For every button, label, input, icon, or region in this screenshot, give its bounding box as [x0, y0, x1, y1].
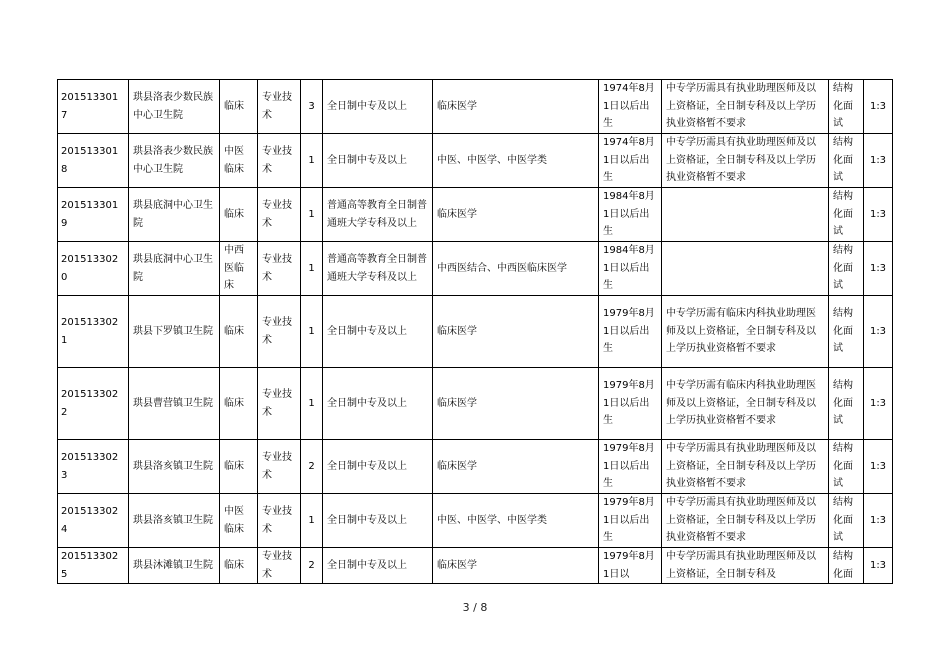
- post-name-cell: 临床: [220, 296, 258, 368]
- exam-method-cell: 结构化面试: [829, 494, 864, 548]
- exam-method-cell: 结构化面试: [829, 188, 864, 242]
- post-category-cell: 专业技术: [258, 368, 301, 440]
- other-requirement-cell: 中专学历需有临床内科执业助理医师及以上资格证，全日制专科及以上学历执业资格暂不要求: [662, 368, 829, 440]
- hire-count-cell: 1: [301, 296, 323, 368]
- job-code-cell: 2015133021: [58, 296, 129, 368]
- hire-count-cell: 1: [301, 368, 323, 440]
- job-code-cell: 2015133022: [58, 368, 129, 440]
- unit-name-cell: 珙县沐滩镇卫生院: [129, 548, 220, 584]
- post-category-cell: 专业技术: [258, 494, 301, 548]
- post-name-cell: 临床: [220, 188, 258, 242]
- unit-name-cell: 珙县底洞中心卫生院: [129, 242, 220, 296]
- major-cell: 中医、中医学、中医学类: [433, 494, 599, 548]
- exam-method-cell: 结构化面: [829, 548, 864, 584]
- hire-count-cell: 2: [301, 548, 323, 584]
- exam-method-cell: 结构化面试: [829, 242, 864, 296]
- table-row: [58, 494, 893, 548]
- major-cell: 临床医学: [433, 368, 599, 440]
- major-cell: 中医、中医学、中医学类: [433, 134, 599, 188]
- education-cell: 普通高等教育全日制普通班大学专科及以上: [323, 242, 433, 296]
- table-row: [58, 548, 893, 584]
- post-name-cell: 临床: [220, 548, 258, 584]
- other-requirement-cell: 中专学历需有临床内科执业助理医师及以上资格证，全日制专科及以上学历执业资格暂不要求: [662, 296, 829, 368]
- education-cell: 全日制中专及以上: [323, 368, 433, 440]
- other-requirement-cell: 中专学历需具有执业助理医师及以上资格证，全日制专科及以上学历执业资格暂不要求: [662, 134, 829, 188]
- post-category-cell: 专业技术: [258, 134, 301, 188]
- unit-name-cell: 珙县下罗镇卫生院: [129, 296, 220, 368]
- education-cell: 全日制中专及以上: [323, 548, 433, 584]
- major-cell: 中西医结合、中西医临床医学: [433, 242, 599, 296]
- post-category-cell: 专业技术: [258, 188, 301, 242]
- hire-count-cell: 1: [301, 242, 323, 296]
- ratio-cell: 1:3: [864, 134, 893, 188]
- education-cell: 普通高等教育全日制普通班大学专科及以上: [323, 188, 433, 242]
- other-requirement-cell: [662, 188, 829, 242]
- education-cell: 全日制中专及以上: [323, 296, 433, 368]
- job-code-cell: 2015133019: [58, 188, 129, 242]
- education-cell: 全日制中专及以上: [323, 134, 433, 188]
- ratio-cell: 1:3: [864, 296, 893, 368]
- age-requirement-cell: 1979年8月1日以后出生: [599, 494, 662, 548]
- job-code-cell: 2015133024: [58, 494, 129, 548]
- post-name-cell: 中医临床: [220, 134, 258, 188]
- job-code-cell: 2015133018: [58, 134, 129, 188]
- other-requirement-cell: 中专学历需具有执业助理医师及以上资格证，全日制专科及以上学历执业资格暂不要求: [662, 440, 829, 494]
- unit-name-cell: 珙县底洞中心卫生院: [129, 188, 220, 242]
- table-row: [58, 440, 893, 494]
- age-requirement-cell: 1984年8月1日以后出生: [599, 188, 662, 242]
- post-category-cell: 专业技术: [258, 296, 301, 368]
- hire-count-cell: 1: [301, 494, 323, 548]
- job-code-cell: 2015133025: [58, 548, 129, 584]
- post-name-cell: 中医临床: [220, 494, 258, 548]
- table-row: [58, 80, 893, 134]
- major-cell: 临床医学: [433, 188, 599, 242]
- table-row: [58, 368, 893, 440]
- major-cell: 临床医学: [433, 296, 599, 368]
- exam-method-cell: 结构化面试: [829, 368, 864, 440]
- ratio-cell: 1:3: [864, 494, 893, 548]
- age-requirement-cell: 1979年8月1日以后出生: [599, 368, 662, 440]
- major-cell: 临床医学: [433, 80, 599, 134]
- table-body: [58, 80, 893, 584]
- exam-method-cell: 结构化面试: [829, 134, 864, 188]
- hire-count-cell: 1: [301, 134, 323, 188]
- education-cell: 全日制中专及以上: [323, 80, 433, 134]
- education-cell: 全日制中专及以上: [323, 494, 433, 548]
- table-row: [58, 134, 893, 188]
- table-row: [58, 242, 893, 296]
- exam-method-cell: 结构化面试: [829, 440, 864, 494]
- other-requirement-cell: 中专学历需具有执业助理医师及以上资格证，全日制专科及以上学历执业资格暂不要求: [662, 494, 829, 548]
- hire-count-cell: 1: [301, 188, 323, 242]
- age-requirement-cell: 1979年8月1日以后出生: [599, 296, 662, 368]
- ratio-cell: 1:3: [864, 188, 893, 242]
- post-name-cell: 临床: [220, 80, 258, 134]
- other-requirement-cell: [662, 242, 829, 296]
- ratio-cell: 1:3: [864, 80, 893, 134]
- exam-method-cell: 结构化面试: [829, 296, 864, 368]
- age-requirement-cell: 1979年8月1日以: [599, 548, 662, 584]
- unit-name-cell: 珙县洛表少数民族中心卫生院: [129, 80, 220, 134]
- post-category-cell: 专业技术: [258, 440, 301, 494]
- page-number: 3 / 8: [462, 601, 488, 614]
- unit-name-cell: 珙县洛亥镇卫生院: [129, 440, 220, 494]
- ratio-cell: 1:3: [864, 548, 893, 584]
- age-requirement-cell: 1974年8月1日以后出生: [599, 80, 662, 134]
- job-table: [57, 79, 893, 584]
- hire-count-cell: 3: [301, 80, 323, 134]
- post-name-cell: 临床: [220, 368, 258, 440]
- unit-name-cell: 珙县曹营镇卫生院: [129, 368, 220, 440]
- job-code-cell: 2015133017: [58, 80, 129, 134]
- job-code-cell: 2015133023: [58, 440, 129, 494]
- job-code-cell: 2015133020: [58, 242, 129, 296]
- ratio-cell: 1:3: [864, 440, 893, 494]
- age-requirement-cell: 1984年8月1日以后出生: [599, 242, 662, 296]
- hire-count-cell: 2: [301, 440, 323, 494]
- exam-method-cell: 结构化面试: [829, 80, 864, 134]
- table-row: [58, 296, 893, 368]
- major-cell: 临床医学: [433, 440, 599, 494]
- age-requirement-cell: 1974年8月1日以后出生: [599, 134, 662, 188]
- unit-name-cell: 珙县洛亥镇卫生院: [129, 494, 220, 548]
- unit-name-cell: 珙县洛表少数民族中心卫生院: [129, 134, 220, 188]
- ratio-cell: 1:3: [864, 242, 893, 296]
- major-cell: 临床医学: [433, 548, 599, 584]
- education-cell: 全日制中专及以上: [323, 440, 433, 494]
- post-name-cell: 中西医临床: [220, 242, 258, 296]
- post-category-cell: 专业技术: [258, 548, 301, 584]
- ratio-cell: 1:3: [864, 368, 893, 440]
- other-requirement-cell: 中专学历需具有执业助理医师及以上资格证，全日制专科及以上学历执业资格暂不要求: [662, 80, 829, 134]
- post-name-cell: 临床: [220, 440, 258, 494]
- post-category-cell: 专业技术: [258, 242, 301, 296]
- post-category-cell: 专业技术: [258, 80, 301, 134]
- table-row: [58, 188, 893, 242]
- age-requirement-cell: 1979年8月1日以后出生: [599, 440, 662, 494]
- other-requirement-cell: 中专学历需具有执业助理医师及以上资格证，全日制专科及: [662, 548, 829, 584]
